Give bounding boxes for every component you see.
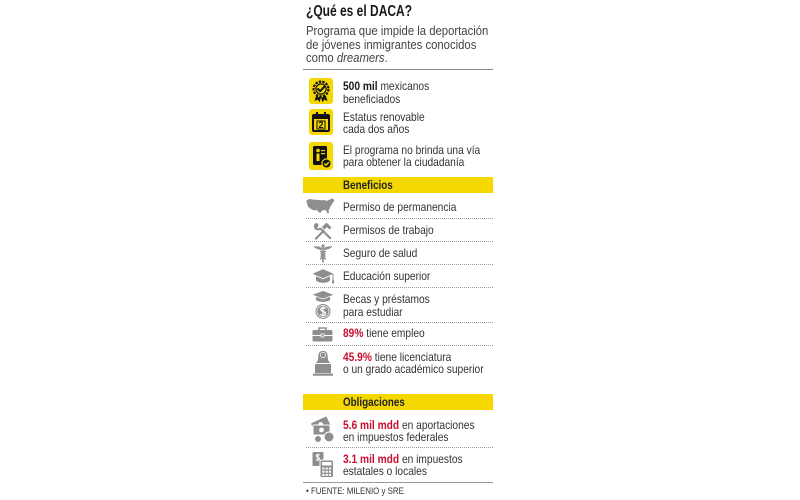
subtitle	[306, 24, 493, 66]
source-note: • FUENTE: MILENIO y SRE	[306, 486, 404, 497]
benefit-item-degree	[306, 346, 493, 378]
daca-infographic	[303, 0, 493, 500]
subtitle-emphasis: dreamers	[336, 50, 385, 65]
highlight-item-renewable	[306, 109, 493, 135]
highlight-line-1: Estatus renovable	[343, 110, 425, 124]
benefit-text: Permiso de permanencia	[343, 200, 457, 214]
degree-label: tiene licenciatura	[374, 350, 452, 364]
calendar-icon	[309, 109, 333, 135]
highlight-line-2: para obtener la ciudadanía	[343, 155, 465, 169]
benefit-text	[343, 326, 425, 340]
tools-icon	[313, 222, 333, 240]
federal-amount: 5.6 mil mdd	[343, 418, 400, 432]
local-amount: 3.1 mil mdd	[343, 452, 400, 466]
benefit-item-health	[306, 242, 493, 265]
federal-label: en aportaciones	[401, 418, 475, 432]
benefit-item-higher-education	[306, 265, 493, 288]
highlight-line-1: El programa no brinda una vía	[343, 143, 481, 157]
local-label: en impuestos	[401, 452, 463, 466]
subtitle-prefix: como	[306, 50, 334, 65]
top-divider	[303, 69, 493, 70]
benefit-text: Seguro de salud	[343, 246, 418, 260]
obligations-header	[303, 394, 493, 410]
highlight-line-2: beneficiados	[343, 92, 401, 106]
us-map-icon	[306, 198, 335, 214]
obligation-item-local-taxes	[306, 448, 493, 480]
briefcase-icon	[312, 326, 333, 342]
highlight-line-1	[343, 79, 429, 93]
subtitle-line-3	[306, 51, 388, 65]
employment-percentage: 89%	[343, 326, 364, 340]
benefit-item-scholarships	[306, 288, 493, 323]
obligations-heading: Obligaciones	[343, 395, 405, 409]
bottom-divider	[303, 482, 493, 483]
degree-percentage: 45.9%	[343, 350, 372, 364]
highlight-text: mexicanos	[380, 79, 430, 93]
laptop-user-icon	[313, 349, 333, 376]
check-badge-icon	[309, 78, 333, 104]
subtitle-line-1: Programa que impide la deportación	[306, 23, 489, 38]
benefit-text: Permisos de trabajo	[343, 223, 434, 237]
id-card-icon	[309, 142, 333, 170]
highlight-item-beneficiaries	[306, 78, 493, 104]
benefit-text: Educación superior	[343, 269, 431, 283]
benefit-text-line-1: Becas y préstamos	[343, 292, 430, 306]
subtitle-line-2: de jóvenes inmigrantes conocidos	[306, 37, 477, 52]
highlight-line-2: cada dos años	[343, 122, 410, 136]
graduation-cap-icon	[311, 268, 335, 285]
employment-label: tiene empleo	[366, 326, 425, 340]
caduceus-icon	[313, 244, 333, 263]
calendar-number: 2	[318, 120, 324, 130]
benefits-heading: Beneficios	[343, 178, 393, 192]
obligation-text-line-2: estatales o locales	[343, 464, 427, 478]
obligation-item-federal-taxes	[306, 414, 493, 448]
benefit-item-employment	[306, 323, 493, 346]
benefit-item-permanence	[306, 196, 493, 219]
benefits-header	[303, 177, 493, 193]
page-title: ¿Qué es el DACA?	[306, 3, 413, 20]
calculator-icon	[312, 451, 334, 478]
highlight-item-no-citizenship	[306, 142, 493, 170]
subtitle-suffix: .	[384, 50, 388, 65]
benefit-text-line-2: para estudiar	[343, 305, 403, 319]
scholarship-coin-icon	[311, 290, 335, 320]
benefit-item-work-permit	[306, 219, 493, 242]
money-icon	[310, 416, 335, 443]
benefit-text-line-2: o un grado académico superior	[343, 362, 484, 376]
highlight-figure: 500 mil	[343, 79, 378, 93]
obligation-text-line-2: en impuestos federales	[343, 430, 449, 444]
